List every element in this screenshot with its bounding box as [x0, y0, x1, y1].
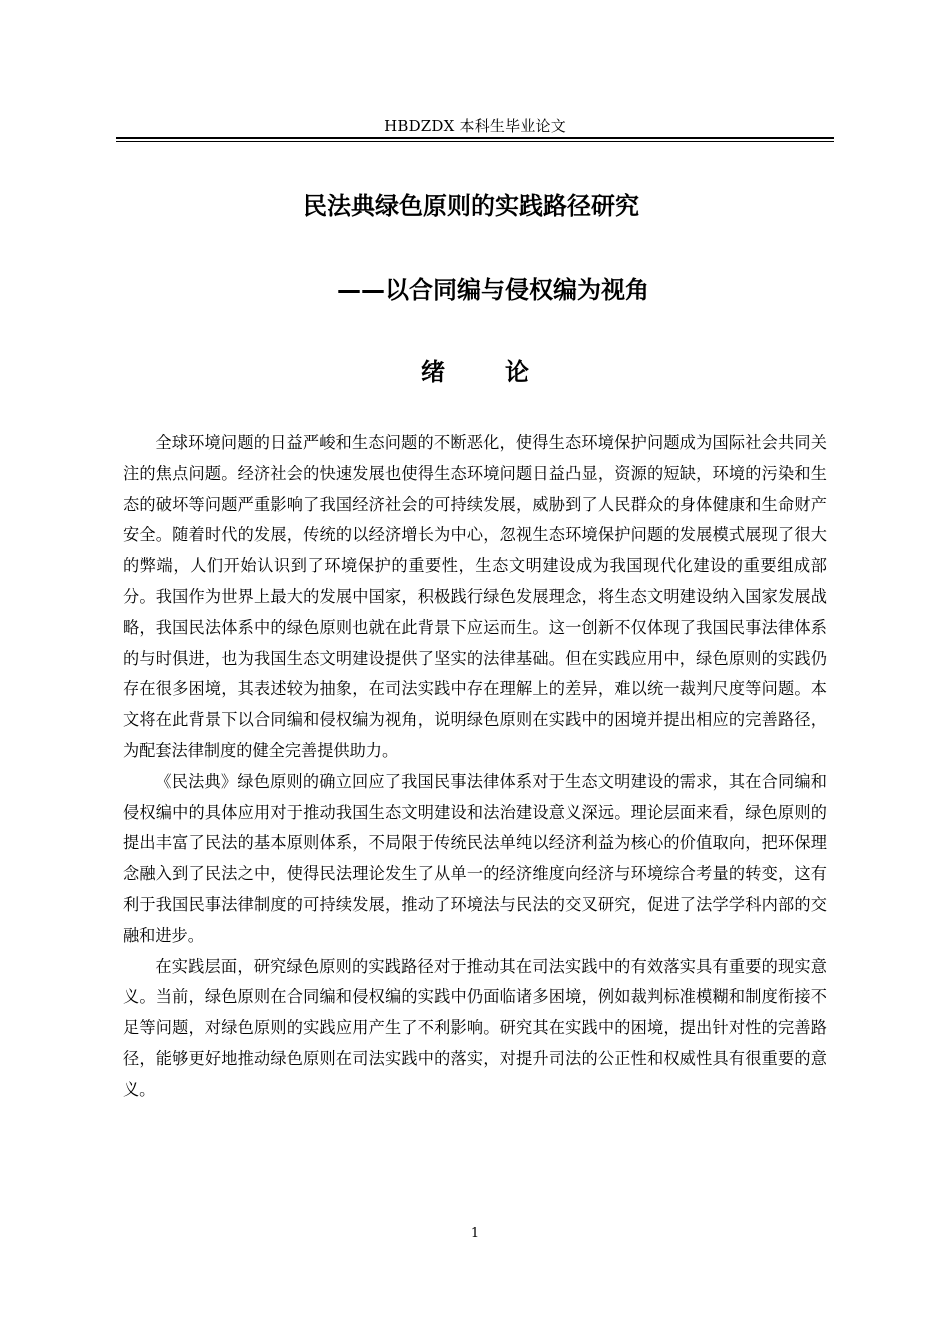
paper-subtitle: ——以合同编与侵权编为视角: [337, 276, 649, 304]
page-number: 1: [470, 1226, 480, 1241]
paper-title: 民法典绿色原则的实践路径研究: [303, 192, 639, 220]
header-rule-thick: [116, 137, 834, 139]
paragraph-3: 在实践层面，研究绿色原则的实践路径对于推动其在司法实践中的有效落实具有重要的现实意义。当前，绿色原则在合同编和侵权编的实践中仍面临诸多困境，例如裁判标准模糊和制度衔接不足等问题，对绿色原则的实践应用产生了不利影响。研究其在实践中的困境，提出针对性的完善路径，能够更好地推动绿色原则在司法实践中的落实，对提升司法的公正性和权威性具有很重要的意义。: [123, 956, 827, 1099]
header-rule-thin: [116, 141, 834, 142]
body-text: [123, 428, 827, 1106]
section-heading: 绪论: [421, 358, 589, 386]
paragraph-2: 《民法典》绿色原则的确立回应了我国民事法律体系对于生态文明建设的需求，其在合同编和侵权编中的具体应用对于推动我国生态文明建设和法治建设意义深远。理论层面来看，绿色原则的提出丰富了民法的基本原则体系，不局限于传统民法单纯以经济利益为核心的价值取向，把环保理念融入到了民法之中，使得民法理论发生了从单一的经济维度向经济与环境综合考量的转变，这有利于我国民事法律制度的可持续发展，推动了环境法与民法的交叉研究，促进了法学学科内部的交融和进步。: [123, 771, 827, 945]
paragraph-1: 全球环境问题的日益严峻和生态问题的不断恶化，使得生态环境保护问题成为国际社会共同关注的焦点问题。经济社会的快速发展也使得生态环境问题日益凸显，资源的短缺，环境的污染和生态的破坏等问题严重影响了我国经济社会的可持续发展，威胁到了人民群众的身体健康和生命财产安全。随着时代的发展，传统的以经济增长为中心，忽视生态环境保护问题的发展模式展现了很大的弊端，人们开始认识到了环境保护的重要性，生态文明建设成为我国现代化建设的重要组成部分。我国作为世界上最大的发展中国家，积极践行绿色发展理念，将生态文明建设纳入国家发展战略，我国民法体系中的绿色原则也就在此背景下应运而生。这一创新不仅体现了我国民事法律体系的与时俱进，也为我国生态文明建设提供了坚实的法律基础。但在实践应用中，绿色原则的实践仍存在很多困境，其表述较为抽象，在司法实践中存在理解上的差异，难以统一裁判尺度等问题。本文将在此背景下以合同编和侵权编为视角，说明绿色原则在实践中的困境并提出相应的完善路径，为配套法律制度的健全完善提供助力。: [123, 433, 827, 760]
running-header: HBDZDX 本科生毕业论文: [384, 117, 566, 135]
